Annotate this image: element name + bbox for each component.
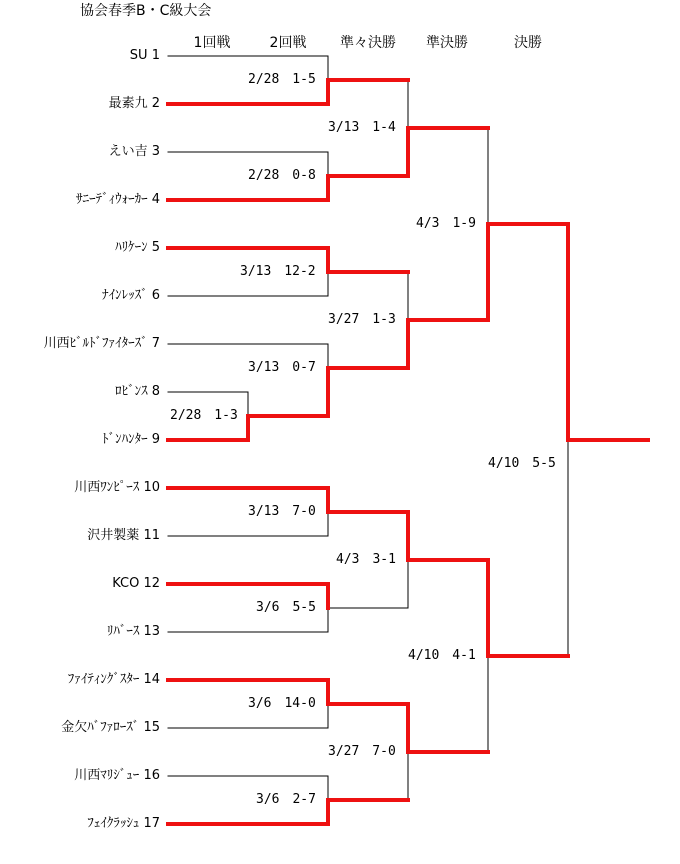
result-qf-a: 3/13 1-4 — [328, 120, 396, 135]
team-name-9: ﾄﾞﾝﾊﾝﾀｰ 9 — [102, 432, 160, 447]
team-name-4: ｻﾆｰﾃﾞｨｳｫｰｶｰ 4 — [76, 192, 160, 207]
result-r2-10v11: 3/13 7-0 — [248, 504, 316, 519]
team-name-1: SU 1 — [129, 48, 160, 63]
result-r2-5v6: 3/13 12-2 — [240, 264, 316, 279]
result-r1-8v9: 2/28 1-3 — [170, 408, 238, 423]
team-name-3: えい吉 3 — [108, 144, 160, 159]
team-name-6: ﾅｲﾝﾚｯｽﾞ 6 — [102, 288, 160, 303]
result-sf-top: 4/3 1-9 — [416, 216, 476, 231]
team-name-13: ﾘﾊﾞｰｽ 13 — [106, 624, 160, 639]
result-qf-d: 3/27 7-0 — [328, 744, 396, 759]
team-name-14: ﾌｧｲﾃｨﾝｸﾞｽﾀｰ 14 — [67, 672, 160, 687]
result-qf-c: 4/3 3-1 — [336, 552, 396, 567]
team-name-5: ﾊﾘｹｰﾝ 5 — [115, 240, 160, 255]
result-r2-16v17: 3/6 2-7 — [256, 792, 316, 807]
result-r2-7v89: 3/13 0-7 — [248, 360, 316, 375]
team-name-8: ﾛﾋﾞﾝｽ 8 — [115, 384, 160, 399]
team-name-2: 最素九 2 — [108, 96, 160, 111]
result-r2-3v4: 2/28 0-8 — [248, 168, 316, 183]
team-name-7: 川西ﾋﾞﾙﾄﾞﾌｧｲﾀｰｽﾞ 7 — [43, 336, 160, 351]
result-r2-1v2: 2/28 1-5 — [248, 72, 316, 87]
team-name-17: ﾌｪｲｸﾗｯｼｭ 17 — [87, 816, 160, 831]
round-label-final: 決勝 — [514, 35, 542, 51]
round-label-semifinal: 準決勝 — [426, 35, 468, 51]
winner-lines — [168, 80, 648, 824]
round-label-quarterfinal: 準々決勝 — [340, 35, 396, 51]
round-label-2: 2回戦 — [269, 35, 307, 51]
loser-lines — [168, 56, 568, 800]
result-sf-bottom: 4/10 4-1 — [408, 648, 476, 663]
result-qf-b: 3/27 1-3 — [328, 312, 396, 327]
round-label-1: 1回戦 — [193, 35, 231, 51]
result-final: 4/10 5-5 — [488, 456, 556, 471]
team-name-11: 沢井製薬 11 — [87, 528, 160, 543]
team-name-15: 金欠ﾊﾞﾌｧﾛｰｽﾞ 15 — [61, 720, 160, 735]
result-r2-12v13: 3/6 5-5 — [256, 600, 316, 615]
result-r2-14v15: 3/6 14-0 — [248, 696, 316, 711]
team-name-12: KCO 12 — [112, 576, 160, 591]
tournament-title: 協会春季B・C級大会 — [80, 3, 212, 19]
team-name-10: 川西ﾜﾝﾋﾟｰｽ 10 — [74, 480, 160, 495]
team-name-16: 川西ﾏﾘｼﾞｭｰ 16 — [74, 768, 160, 783]
